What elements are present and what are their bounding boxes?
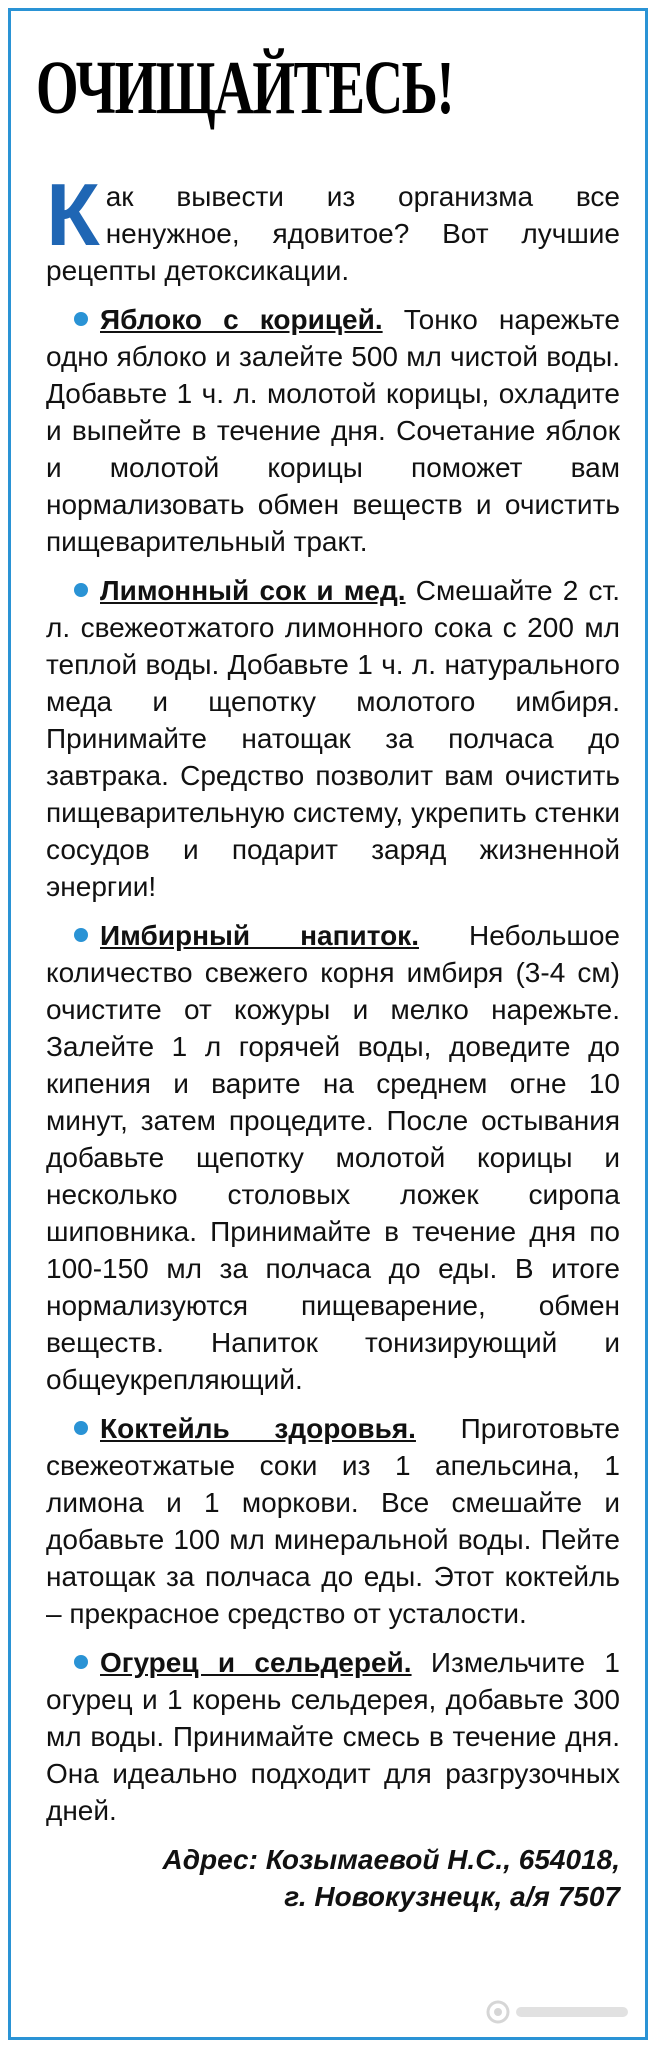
drop-cap: К <box>46 165 100 264</box>
recipe-title: Яблоко с корицей. <box>100 304 383 335</box>
recipe-item <box>46 301 620 560</box>
intro-paragraph <box>46 165 620 289</box>
recipe-title: Лимонный сок и мед. <box>100 575 406 606</box>
recipe-item <box>46 572 620 905</box>
bullet-icon <box>74 928 88 942</box>
intro-text: ак вывести из организма все ненужное, ядовитое? Вот лучшие рецепты детоксикации. <box>46 181 620 286</box>
recipe-text: Приготовьте свежеотжатые соки из 1 апельсина, 1 лимона и 1 моркови. Все смешайте и добавьте 100 мл минеральной воды. Пейте натощак за полчаса до еды. Этот коктейль – прекрасное средство от усталости. <box>46 1413 620 1629</box>
recipe-item <box>46 917 620 1398</box>
recipe-text: Смешайте 2 ст. л. свежеотжатого лимонного сока с 200 мл теплой воды. Добавьте 1 ч. л. натурального меда и щепотку молотого имбиря. Принимайте натощак за полчаса до завтрака. Средство позволит вам очистить пищеварительную систему, укрепить стенки сосудов и подарит заряд жизненной энергии! <box>46 575 620 902</box>
recipe-title: Коктейль здоровья. <box>100 1413 416 1444</box>
recipe-title: Имбирный напиток. <box>100 920 419 951</box>
bullet-icon <box>74 1655 88 1669</box>
recipe-text: Небольшое количество свежего корня имбиря (3-4 см) очистите от кожуры и мелко нарежьте. Залейте 1 л горячей воды, доведите до кипения и варите на среднем огне 10 минут, затем процедите. После остывания добавьте щепотку молотой корицы и несколько столовых ложек сиропа шиповника. Принимайте в течение дня по 100-150 мл за полчаса до еды. В итоге нормализуются пищеварение, обмен веществ. Напиток тонизирующий и общеукрепляющий. <box>46 920 620 1395</box>
bullet-icon <box>74 583 88 597</box>
address-block <box>46 1841 620 1915</box>
recipe-text: Тонко нарежьте одно яблоко и залейте 500 мл чистой воды. Добавьте 1 ч. л. молотой корицы, охладите и выпейте в течение дня. Сочетание яблок и молотой корицы поможет вам нормализовать обмен веществ и очистить пищеварительный тракт. <box>46 304 620 557</box>
article-title: ОЧИЩАЙТЕСЬ! <box>36 46 454 130</box>
article-body <box>46 165 620 1927</box>
address-line-2: г. Новокузнецк, а/я 7507 <box>284 1881 620 1912</box>
recipe-text: Измельчите 1 огурец и 1 корень сельдерея, добавьте 300 мл воды. Принимайте смесь в течение дня. Она идеально подходит для разгрузочных дней. <box>46 1647 620 1826</box>
recipe-item <box>46 1410 620 1632</box>
flower-watermark-icon <box>478 1987 638 2037</box>
bullet-icon <box>74 1421 88 1435</box>
address-line-1: Адрес: Козымаевой Н.С., 654018, <box>162 1844 620 1875</box>
recipe-title: Огурец и сельдерей. <box>100 1647 412 1678</box>
recipe-item <box>46 1644 620 1829</box>
bullet-icon <box>74 312 88 326</box>
